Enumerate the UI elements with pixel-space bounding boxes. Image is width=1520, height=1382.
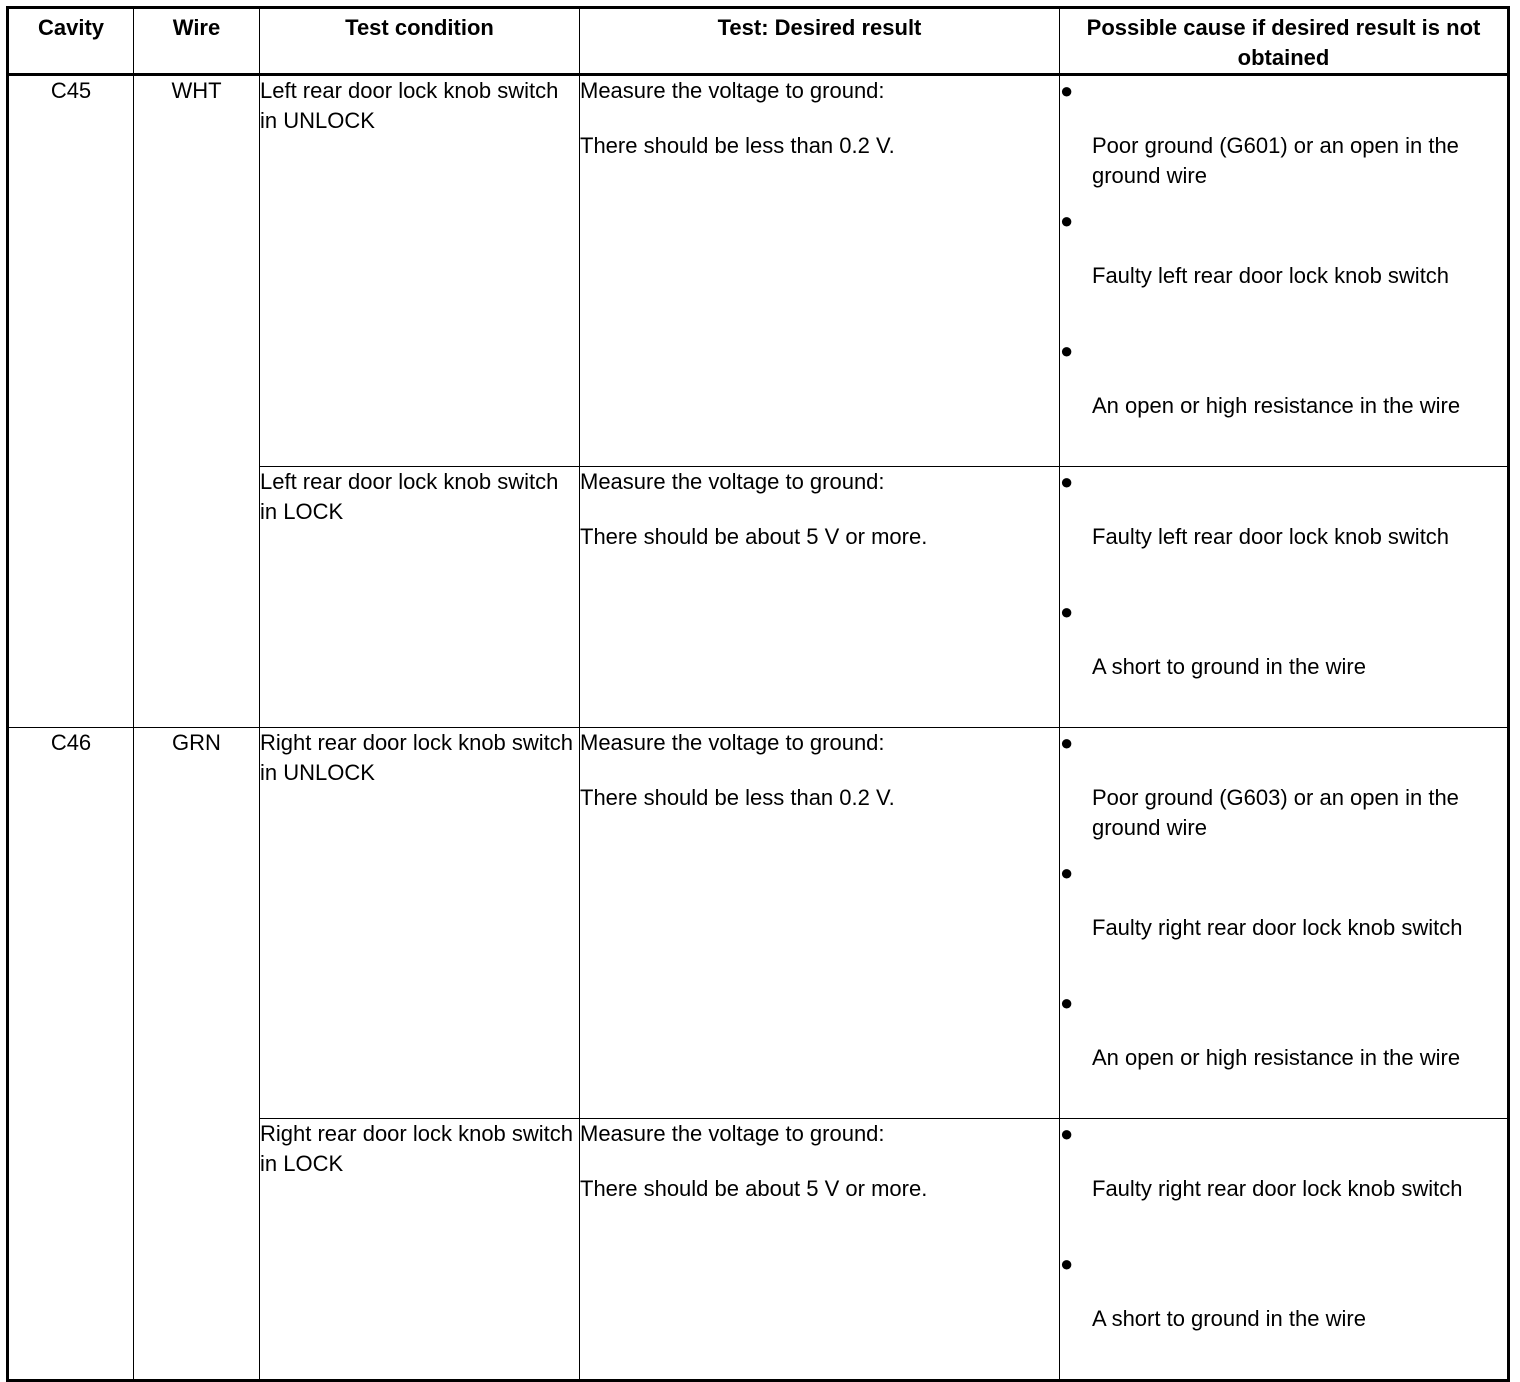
test-condition-cell: Left rear door lock knob switch in LOCK bbox=[260, 467, 580, 728]
table-row bbox=[8, 75, 1509, 467]
cause-text: An open or high resistance in the wire bbox=[1092, 1045, 1461, 1070]
bullet-icon: ● bbox=[1060, 599, 1074, 624]
result-expected: There should be about 5 V or more. bbox=[580, 524, 928, 549]
bullet-icon: ● bbox=[1060, 1121, 1074, 1146]
cause-text: An open or high resistance in the wire bbox=[1092, 393, 1461, 418]
result-instruction: Measure the voltage to ground: bbox=[580, 730, 885, 755]
cause-text: Faulty left rear door lock knob switch bbox=[1092, 524, 1450, 549]
possible-causes-cell bbox=[1060, 728, 1509, 1119]
cause-text: Poor ground (G603) or an open in the ground wire bbox=[1092, 785, 1459, 840]
cause-text: Faulty right rear door lock knob switch bbox=[1092, 1176, 1463, 1201]
cause-text: Faulty left rear door lock knob switch bbox=[1092, 263, 1450, 288]
test-condition-cell: Left rear door lock knob switch in UNLOCK bbox=[260, 75, 580, 467]
header-test-condition: Test condition bbox=[260, 8, 580, 75]
bullet-icon: ● bbox=[1060, 208, 1074, 233]
test-condition-cell: Right rear door lock knob switch in LOCK bbox=[260, 1119, 580, 1381]
possible-causes-cell bbox=[1060, 467, 1509, 728]
result-instruction: Measure the voltage to ground: bbox=[580, 78, 885, 103]
bullet-icon: ● bbox=[1060, 730, 1074, 755]
desired-result-cell bbox=[580, 467, 1060, 728]
cause-item bbox=[1060, 76, 1507, 206]
bullet-icon: ● bbox=[1060, 338, 1074, 363]
test-condition-cell: Right rear door lock knob switch in UNLOCK bbox=[260, 728, 580, 1119]
desired-result-cell bbox=[580, 728, 1060, 1119]
result-expected: There should be less than 0.2 V. bbox=[580, 785, 895, 810]
bullet-icon: ● bbox=[1060, 469, 1074, 494]
cause-text: Faulty right rear door lock knob switch bbox=[1092, 915, 1463, 940]
header-wire: Wire bbox=[134, 8, 260, 75]
desired-result-cell bbox=[580, 1119, 1060, 1381]
cause-item bbox=[1060, 597, 1507, 727]
possible-causes-cell bbox=[1060, 1119, 1509, 1381]
wire-color-cell: GRN bbox=[134, 728, 260, 1381]
bullet-icon: ● bbox=[1060, 78, 1074, 103]
cause-item bbox=[1060, 988, 1507, 1118]
header-possible-cause: Possible cause if desired result is not obtained bbox=[1060, 8, 1509, 75]
cause-item bbox=[1060, 206, 1507, 336]
header-cavity: Cavity bbox=[8, 8, 134, 75]
cause-item bbox=[1060, 336, 1507, 466]
possible-causes-cell bbox=[1060, 75, 1509, 467]
cause-item bbox=[1060, 858, 1507, 988]
result-instruction: Measure the voltage to ground: bbox=[580, 1121, 885, 1146]
cavity-cell: C45 bbox=[8, 75, 134, 728]
header-desired-result: Test: Desired result bbox=[580, 8, 1060, 75]
table-row bbox=[8, 728, 1509, 1119]
cause-item bbox=[1060, 728, 1507, 858]
cause-text: A short to ground in the wire bbox=[1092, 1306, 1366, 1331]
cause-item bbox=[1060, 1119, 1507, 1249]
cause-item bbox=[1060, 467, 1507, 597]
bullet-icon: ● bbox=[1060, 860, 1074, 885]
cause-item bbox=[1060, 1249, 1507, 1379]
cause-text: Poor ground (G601) or an open in the ground wire bbox=[1092, 133, 1459, 188]
table-header-row bbox=[8, 8, 1509, 75]
result-expected: There should be less than 0.2 V. bbox=[580, 133, 895, 158]
cause-text: A short to ground in the wire bbox=[1092, 654, 1366, 679]
bullet-icon: ● bbox=[1060, 990, 1074, 1015]
desired-result-cell bbox=[580, 75, 1060, 467]
wire-color-cell: WHT bbox=[134, 75, 260, 728]
result-expected: There should be about 5 V or more. bbox=[580, 1176, 928, 1201]
result-instruction: Measure the voltage to ground: bbox=[580, 469, 885, 494]
cavity-cell: C46 bbox=[8, 728, 134, 1381]
bullet-icon: ● bbox=[1060, 1251, 1074, 1276]
diagnostic-table bbox=[6, 6, 1510, 1382]
